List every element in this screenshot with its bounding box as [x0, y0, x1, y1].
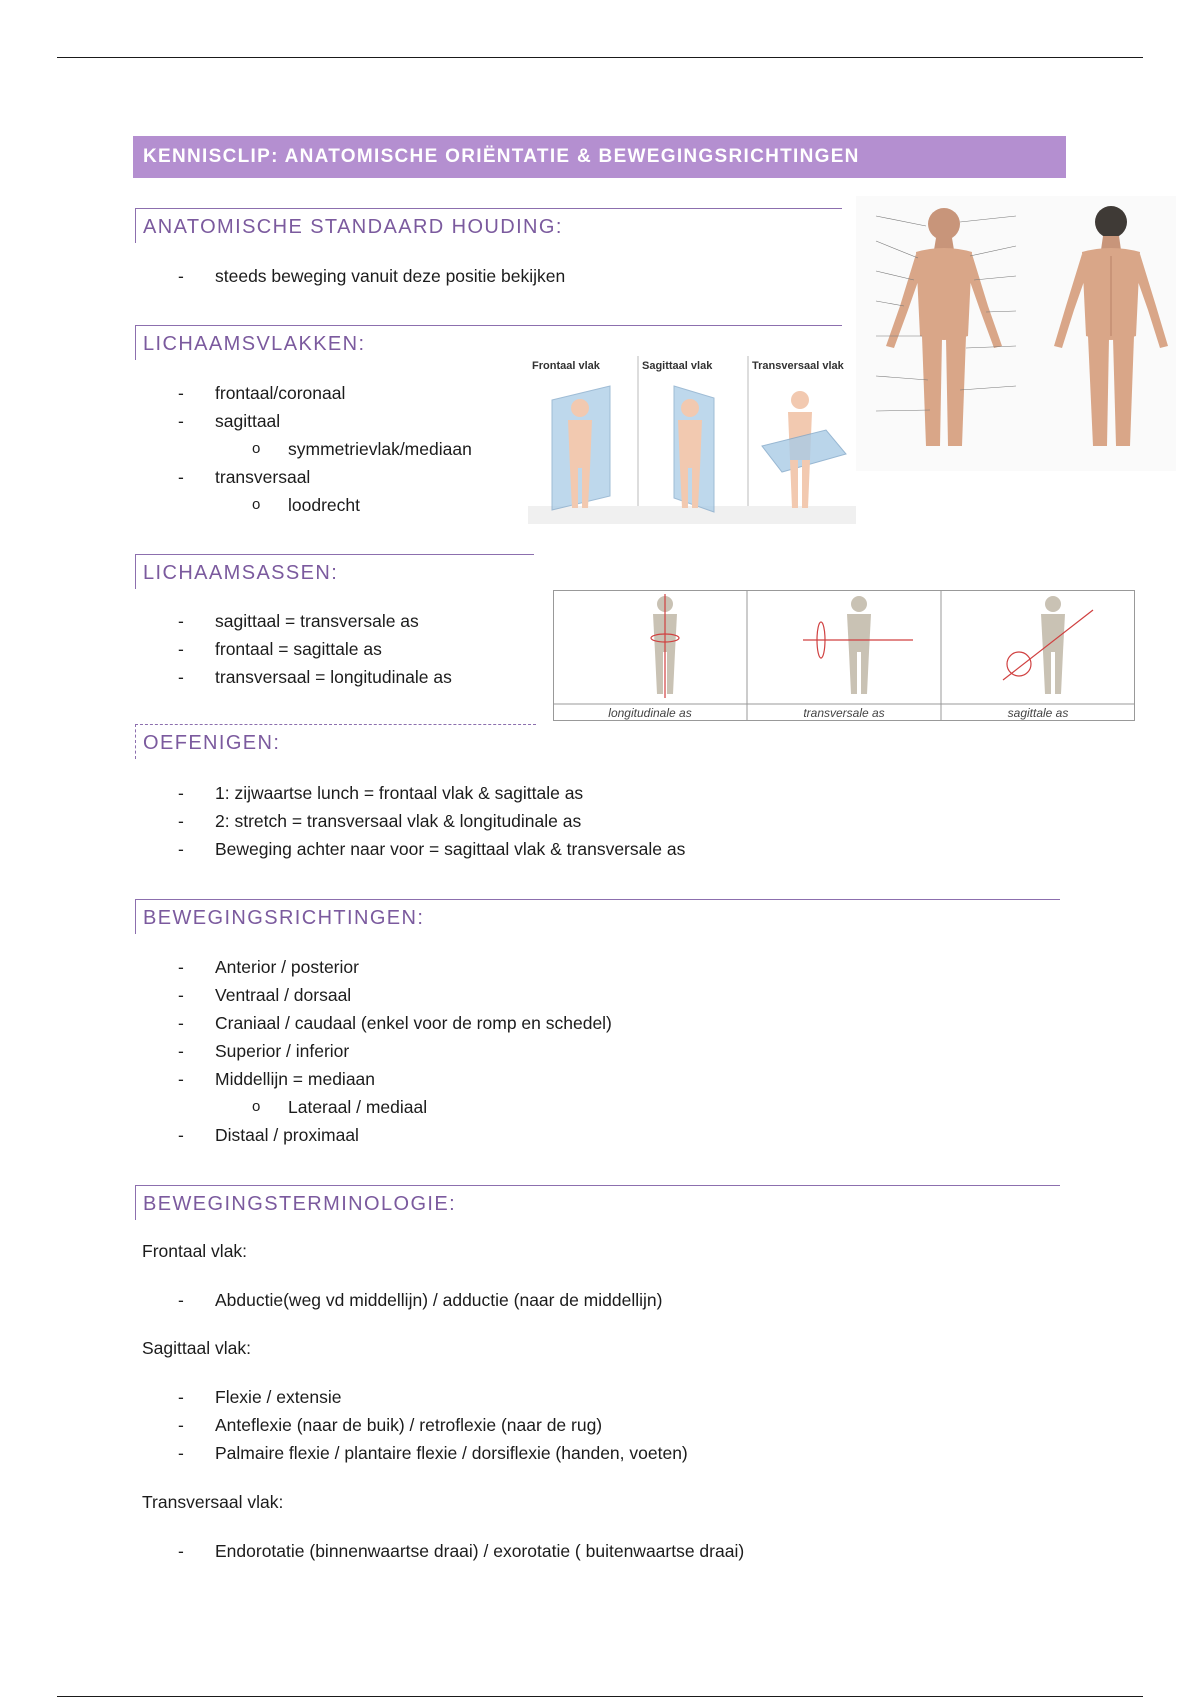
list-subitem: o symmetrievlak/mediaan: [135, 435, 472, 463]
section-title: BEWEGINGSRICHTINGEN:: [143, 907, 425, 929]
subheading-transversaal-vlak: Transversaal vlak:: [142, 1492, 284, 1512]
list-item: - Ventraal / dorsaal: [135, 981, 612, 1009]
section-oefenigen: [135, 724, 536, 759]
frontal-plane-illustration: [552, 386, 610, 510]
section-bewegingsterminologie: [135, 1185, 1060, 1220]
list-subitem: o Lateraal / mediaal: [135, 1093, 612, 1121]
section-lichaamsvlakken: [135, 325, 842, 360]
list-lichaamsvlakken: [135, 379, 472, 519]
plane-label-frontaal: Frontaal vlak: [532, 360, 600, 372]
list-subitem: o loodrecht: [135, 491, 472, 519]
body-planes-figure: [528, 356, 856, 524]
list-item: - Craniaal / caudaal (enkel voor de romp en schedel): [135, 1009, 612, 1037]
list-item: - Anteflexie (naar de buik) / retroflexie (naar de rug): [135, 1411, 688, 1439]
list-item: - transversaal: [135, 463, 472, 491]
list-standard-houding: [135, 262, 565, 290]
list-item: - Abductie(weg vd middellijn) / adductie (naar de middellijn): [135, 1286, 662, 1314]
list-sagittaal-vlak: [135, 1383, 688, 1467]
list-oefenigen: [135, 779, 685, 863]
subheading-frontaal-vlak: Frontaal vlak:: [142, 1241, 248, 1261]
body-axes-figure: [553, 590, 1135, 721]
list-item: - Endorotatie (binnenwaartse draai) / exorotatie ( buitenwaartse draai): [135, 1537, 744, 1565]
list-item: - Superior / inferior: [135, 1037, 612, 1065]
list-item: - transversaal = longitudinale as: [135, 663, 452, 691]
section-title: ANATOMISCHE STANDAARD HOUDING:: [143, 216, 563, 238]
list-item: - frontaal/coronaal: [135, 379, 472, 407]
section-lichaamsassen: [135, 554, 534, 589]
page-title-banner: KENNISCLIP: ANATOMISCHE ORIËNTATIE & BEWEGINGSRICHTINGEN: [133, 136, 1066, 178]
list-item: - sagittaal = transversale as: [135, 607, 452, 635]
list-lichaamsassen: [135, 607, 452, 691]
list-bewegingsrichtingen: [135, 953, 612, 1149]
list-item: - 2: stretch = transversaal vlak & longitudinale as: [135, 807, 685, 835]
list-item: - Anterior / posterior: [135, 953, 612, 981]
section-standard-houding: [135, 208, 842, 243]
section-title: LICHAAMSASSEN:: [143, 562, 339, 584]
top-rule: [57, 57, 1143, 58]
list-item: - 1: zijwaartse lunch = frontaal vlak & sagittale as: [135, 779, 685, 807]
list-item: - Palmaire flexie / plantaire flexie / dorsiflexie (handen, voeten): [135, 1439, 688, 1467]
anatomical-position-figure: [856, 196, 1176, 471]
list-item: - Middellijn = mediaan: [135, 1065, 612, 1093]
list-item: - sagittaal: [135, 407, 472, 435]
plane-label-transversaal: Transversaal vlak: [752, 360, 844, 372]
section-title: LICHAAMSVLAKKEN:: [143, 333, 366, 355]
axis-label-longitudinaal: longitudinale as: [608, 706, 692, 720]
list-item: - Distaal / proximaal: [135, 1121, 612, 1149]
list-item: - frontaal = sagittale as: [135, 635, 452, 663]
section-title: BEWEGINGSTERMINOLOGIE:: [143, 1193, 457, 1215]
section-bewegingsrichtingen: [135, 899, 1060, 934]
list-item: - steeds beweging vanuit deze positie bekijken: [135, 262, 565, 290]
subheading-sagittaal-vlak: Sagittaal vlak:: [142, 1338, 251, 1358]
axis-label-transversaal: transversale as: [803, 706, 885, 720]
list-transversaal-vlak: [135, 1537, 744, 1565]
plane-label-sagittaal: Sagittaal vlak: [642, 360, 713, 372]
axis-label-sagittaal: sagittale as: [1007, 706, 1069, 720]
list-frontaal-vlak: [135, 1286, 662, 1314]
list-item: - Beweging achter naar voor = sagittaal vlak & transversale as: [135, 835, 685, 863]
bottom-rule: [57, 1696, 1143, 1697]
sagittal-plane-illustration: [674, 386, 714, 512]
section-title: OEFENIGEN:: [143, 732, 281, 754]
list-item: - Flexie / extensie: [135, 1383, 688, 1411]
